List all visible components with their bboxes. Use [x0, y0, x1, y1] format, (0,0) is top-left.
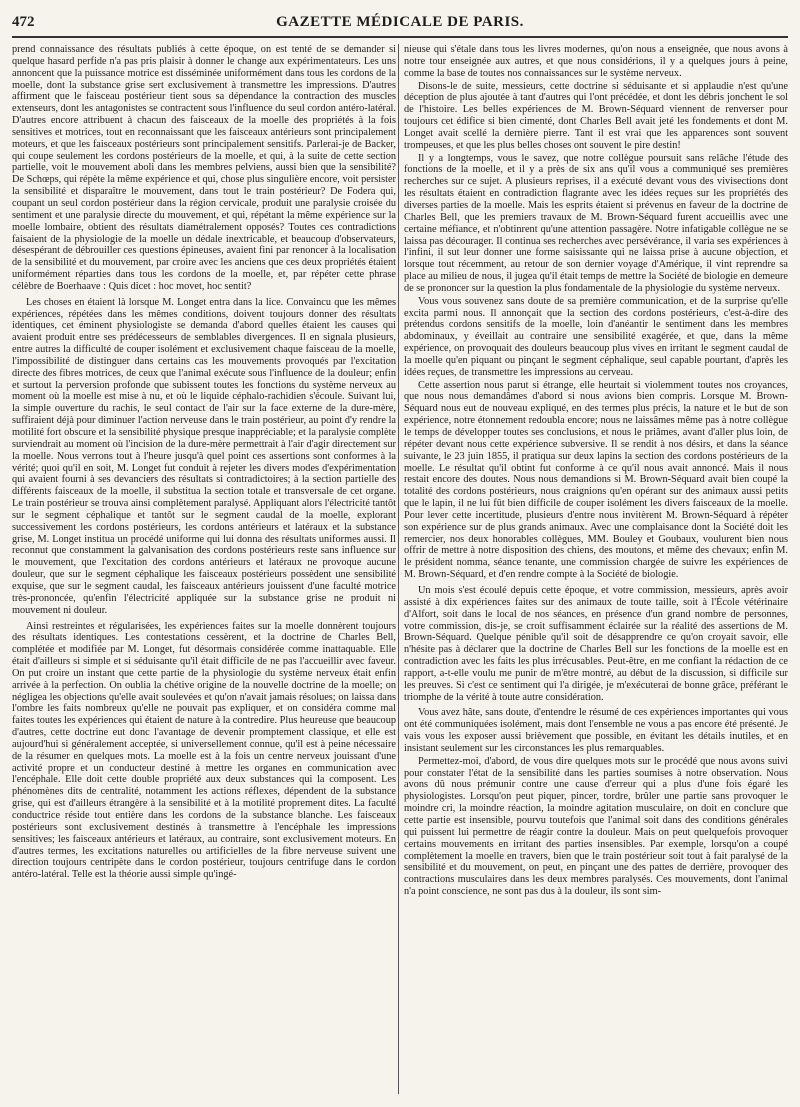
- paragraph: Vous avez hâte, sans doute, d'entendre le résumé de ces expériences importantes qui vous ont été communiquées isolément, mais dont l'ensemble ne vous a pas encore été présenté. Je vais vous les exposer aussi brièvement que possible, en évitant les détails inutiles, et en insistant seulement sur les circonstances les plus remarquables.: [404, 707, 788, 754]
- left-column: [12, 44, 396, 1094]
- paragraph: Il y a longtemps, vous le savez, que notre collègue poursuit sans relâche l'étude des fonctions de la moelle, et il y a près de six ans qu'il vous a communiqué ses premières recherches sur ce sujet. A plusieurs reprises, il a exécuté devant vous des vivisections dont les résultats étaient en contradiction flagrante avec les idées reçues sur les propriétés des diverses parties de la moelle. Mais les esprits étaient si prévenus en faveur de la doctrine de Charles Bell, que les premiers travaux de M. Brown-Séquard furent accueillis avec une certaine méfiance, et n'obtinrent qu'une attention passagère. Notre infatigable collègue ne se laissa pas décourager. Il continua ses recherches avec persévérance, il varia ses expériences à l'infini, il sut leur donner une forme saisissante qui ne laissa prise à aucune objection, et lorsque tout récemment, au retour de son dernier voyage d'Amérique, il vint reprendre sa place au milieu de nous, il jugea qu'il était temps de mettre la Société de biologie en demeure de se prononcer sur la question la plus fondamentale de la physiologie du système nerveux.: [404, 152, 788, 294]
- right-column: [404, 44, 788, 1094]
- paragraph: Un mois s'est écoulé depuis cette époque, et votre commission, messieurs, après avoir assisté à dix expériences faites sur des animaux de toute taille, soit à l'École vétérinaire d'Alfort, soit dans le local de nos séances, en présence d'un grand nombre de personnes, votre commission, dis-je, se croit suffisamment éclairée sur la réalité des assertions de M. Brown-Séquard. Quelque pénible qu'il soit de désapprendre ce qu'on croyait savoir, elle n'hésite pas à déclarer que la doctrine de Charles Bell sur les fonctions de la moelle est en contradiction avec les faits les plus irrécusables. Peut-être, en me confiant la rédaction de ce rapport, a-t-elle voulu me punir de m'être montré, au début de la discussion, si difficile sur les preuves. Si c'est ce sentiment qui l'a dirigée, je m'exécuterai de bonne grâce, préférant le triomphe de la vérité à toute autre considération.: [404, 584, 788, 703]
- paragraph: Ainsi restreintes et régularisées, les expériences faites sur la moelle donnèrent toujours des résultats identiques. Les contestations cessèrent, et la doctrine de Charles Bell, complétée et modifiée par M. Longet, fut désormais considérée comme inattaquable. Elle était d'ailleurs si simple et si séduisante qu'il était difficile de ne pas l'accueillir avec faveur. On put croire un instant que cette partie de la physiologie du système nerveux était enfin arrivée à la perfection. On oublia la chétive origine de la nouvelle doctrine de la moelle; on négligea les objections qu'elle avait soulevées et qu'on n'avait jamais résolues; on laissa dans l'ombre les faits nombreux qu'elle ne pouvait pas expliquer, et on considéra comme mal faites toutes les expériences qui étaient de nature à la contredire. Plus heureuse que beaucoup d'autres, cette doctrine eut donc l'avantage de devenir promptement classique, et elle est aujourd'hui si généralement acceptée, si universellement connue, qu'il est à peine nécessaire de la résumer en quelques mots. La moelle est à la fois un centre nerveux jouissant d'une activité propre et un conducteur destiné à mettre les organes en communication avec l'encéphale. Elle doit cette double propriété aux deux substances qui la composent. Les phénomènes dits de centralité, notamment les actions réflexes, dépendent de la substance grise, qui est d'ailleurs étrangère à la sensibilité et à la motilité proprement dites. La faculté conductrice réside tout entière dans les cordons de la substance blanche. Les faisceaux postérieurs sont exclusivement destinés à transmettre à l'encéphale les impressions sensitives; les faisceaux antérieurs et latéraux, au contraire, sont exclusivement moteurs. En d'autres termes, les excitations naturelles ou artificielles de la fibre nerveuse suivent une direction toujours centripète dans le cordon postérieur, toujours centrifuge dans le cordon antéro-latéral. Telle est la théorie aussi simple qu'ingé-: [12, 620, 396, 881]
- journal-title: GAZETTE MÉDICALE DE PARIS.: [276, 14, 524, 30]
- paragraph: Les choses en étaient là lorsque M. Longet entra dans la lice. Convaincu que les mêmes expériences, répétées dans les mêmes conditions, doivent toujours donner des résultats identiques, cet éminent physiologiste se demanda d'abord quelles étaient les causes qui avaient produit entre ses prédécesseurs de semblables divergences. Il en signala plusieurs, entre autres la difficulté de couper isolément et exclusivement chaque faisceau de la moelle, l'impossibilité de distinguer dans certains cas les mouvements provoqués par l'excitation directe des fibres motrices, de ceux que l'animal exécute sous l'influence de la douleur; enfin et surtout la perversion profonde que subissent toutes les fonctions du système nerveux au moment où la moelle est mise à nu, et où le liquide céphalo-rachidien s'écoule. Suivant lui, la simple ouverture du rachis, le seul contact de l'air sur la face externe de la dure-mère, suffiraient déjà pour diminuer l'action nerveuse dans le train postérieur, au point d'y rendre la motilité fort obscure et la sensibilité physique presque inappréciable; et la paralysie complète surviendrait au moment où l'incision de la dure-mère permettrait à l'air d'agir directement sur la moelle. Nous verrons tout à l'heure jusqu'à quel point ces assertions sont conformes à la vérité; quoi qu'il en soit, M. Longet fut conduit à rejeter les divers modes d'expérimentation qui avaient fourni à ses devanciers des résultats si contradictoires; à la section partielle des différents faisceaux de la moelle, il substitua la section totale et transversale de cet organe. Le train postérieur se trouva ainsi complètement paralysé. Appliquant alors l'électricité tantôt sur le segment céphalique et tantôt sur le segment caudal de la moelle, explorant successivement les cordons postérieurs, les cordons antérieurs et latéraux et la substance grise, M. Longet institua un procédé uniforme qui lui donna des résultats uniformes aussi. Il reconnut que constamment la galvanisation des cordons postérieurs reste sans influence sur le mouvement, que l'excitation des cordons antérieurs et latéraux ne provoque aucune douleur, que sur le segment céphalique les faisceaux postérieurs possèdent une sensibilité exquise, que sur le segment caudal, les faisceaux antérieurs jouissent d'une faculté motrice très-prononcée, qu'enfin l'électricité appliquée sur la substance grise ne produit ni mouvement ni douleur.: [12, 296, 396, 616]
- paragraph: Permettez-moi, d'abord, de vous dire quelques mots sur le procédé que nous avons suivi pour constater l'état de la sensibilité dans les parties soumises à notre observation. Nous avons dû nous prémunir contre une cause d'erreur qui a plus d'une fois égaré les physiologistes. Lorsqu'on peut piquer, pincer, tordre, brûler une partie sans provoquer le moindre cri, la moindre réaction, la moindre agitation musculaire, on doit en conclure que cette partie est insensible, pourvu toutefois que l'animal soit dans des conditions générales qui puissent lui permettre de réagir contre la douleur. Mais on peut quelquefois provoquer certains mouvements en irritant des parties insensibles. Par exemple, lorsqu'on a coupé complètement la moelle en travers, bien que le train postérieur soit tout à fait paralysé de la sensibilité et du mouvement, on peut, en pinçant une des pattes de derrière, provoquer des contractions musculaires dans les deux membres paralysés. Ces mouvements, dont l'animal n'a point conscience, ne sont pas dus à la douleur, ils sont sim-: [404, 755, 788, 898]
- paragraph: Vous vous souvenez sans doute de sa première communication, et de la surprise qu'elle excita parmi nous. Il annonçait que la section des cordons postérieurs, c'est-à-dire des prétendus cordons sensitifs de la moelle, loin d'anéantir le sentiment dans les membres abdominaux, y éveillait au contraire une sensibilité exagérée, et que, dans la même expérience, on provoquait des douleurs beaucoup plus vives en irritant le segment caudal de la moelle qu'en piquant ou pinçant le segment céphalique, seul capable pourtant, d'après les idées reçues, de transmettre les impressions au cerveau.: [404, 295, 788, 378]
- paragraph: Cette assertion nous parut si étrange, elle heurtait si violemment toutes nos croyances, que nous nous demandâmes d'abord si nous avions bien compris. Lorsque M. Brown-Séquard nous eut de nouveau expliqué, en des termes plus précis, la nature et le but de son expérience, notre étonnement redoubla encore; nous ne laissâmes même pas à notre collègue le temps de développer toutes ses conclusions, et nous le priâmes, avant d'aller plus loin, de répéter devant nous cette expérience subversive. Il se rendit à nos désirs, et dans la séance suivante, le 23 juin 1855, il pratiqua sur deux lapins la section des cordons postérieurs de la moelle. Le résultat qu'il obtint fut conforme à ce qu'il nous avait annoncé. Mais il nous restait encore des doutes. Nous nous demandions si M. Brown-Séquard avait bien coupé la totalité des cordons postérieurs, nous craignions qu'en opérant sur des animaux aussi petits que le lapin, il ne lui fût bien difficile de couper isolément les divers faisceaux de la moelle. Pour lever cette incertitude, plusieurs d'entre nous invitèrent M. Brown-Séquard à répéter son expérience sur de plus grands animaux. Avec une complaisance dont la Société doit les remercier, nos deux honorables collègues, MM. Bouley et Goubaux, voulurent bien nous offrir de mettre à notre disposition des chiens, des moutons, et même des chevaux; enfin M. le président nomma, séance tenante, une commission chargée de suivre les expériences de M. Brown-Séquard, et d'en rendre compte à la Société de biologie.: [404, 379, 788, 581]
- header-rule: [12, 36, 788, 38]
- paragraph: Disons-le de suite, messieurs, cette doctrine si séduisante et si applaudie n'est qu'une déception de plus ajoutée à tant d'autres qui l'ont précédée, et dont les débris jonchent le sol de l'histoire. Les belles expériences de M. Brown-Séquard viennent de renverser pour toujours cet édifice si bien cimenté, dont Charles Bell avait jeté les fondements et dont M. Longet avait scellé la dernière pierre. Tant il est vrai que les apparences sont souvent trompeuses, et que les plus belles choses ont souvent le pire destin!: [404, 80, 788, 151]
- page-number: 472: [12, 14, 35, 30]
- column-divider: [398, 44, 399, 1094]
- paragraph: prend connaissance des résultats publiés à cette époque, on est tenté de se demander si quelque hasard perfide n'a pas pris plaisir à donner le change aux expérimentateurs. Les uns annoncent que la puissance motrice est disséminée uniformément dans tous les cordons de la moelle, dont la substance grise sert exclusivement à transmettre les impressions. D'autres affirment que le faisceau postérieur tient sous sa dépendance la contraction des muscles extenseurs, dont les antagonistes se contractent sous l'influence du seul cordon antéro-latéral. D'autres encore attribuent à chacun des faisceaux de la moelle des propriétés à la fois sensitives et motrices, tout en reconnaissant que les faisceaux antérieurs sont principalement moteurs, et que les faisceaux postérieurs sont principalement sensitifs. Parlerai-je de Backer, qui coupe seulement les cordons postérieurs de la moelle, et qui, à la suite de cette section partielle, voit le mouvement aboli dans les membres pelviens, aussi bien que la sensibilité? De Schœps, qui répète la même expérience et qui, chose plus singulière encore, voit persister la sensibilité et disparaître le mouvement, dans tout le train postérieur? De Fodera qui, coupant un seul cordon postérieur dans la région cervicale, produit une paralysie croisée du sentiment et une paralysie directe du mouvement, et qui, répétant la même expérience sur la moelle lombaire, obtient des résultats diamétralement opposés? Toutes ces contradictions faisaient de la physiologie de la moelle un dédale inextricable, et beaucoup d'observateurs, désespérant de débrouiller ces questions épineuses, avaient fini par renoncer à la localisation de la sensibilité et du mouvement, par croire avec les anciens que ces deux propriétés étaient uniformément réparties dans tous les cordons de la moelle, et, par répéter cette phrase célèbre de Boerhaave : Quis dicet : hoc movet, hoc sentit?: [12, 44, 396, 292]
- paragraph: nieuse qui s'étale dans tous les livres modernes, qu'on nous a enseignée, que nous avons à notre tour enseignée aux autres, et que nous considérions, il y a quelques jours à peine, comme la base de toutes nos connaissances sur le système nerveux.: [404, 44, 788, 79]
